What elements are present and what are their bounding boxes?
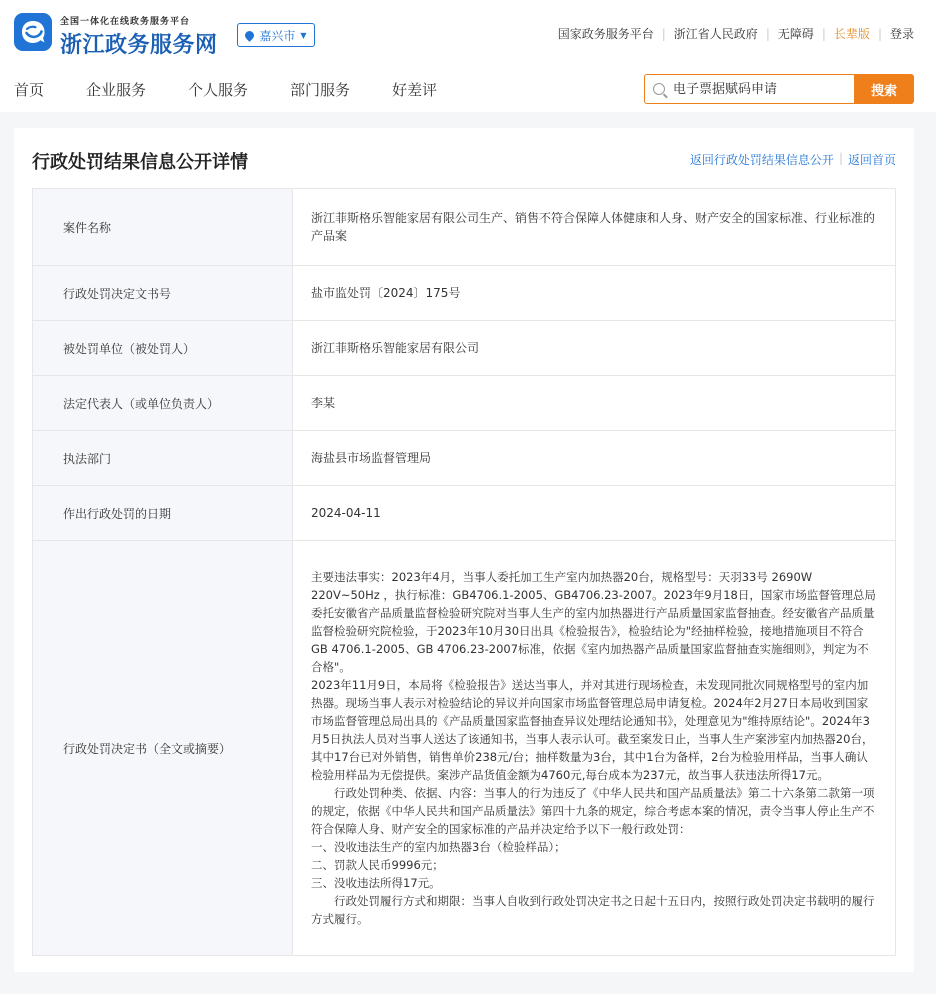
table-row — [33, 431, 896, 486]
link-national-platform[interactable]: 国家政务服务平台 — [557, 27, 654, 41]
nav-review[interactable]: 好差评 — [392, 81, 438, 99]
field-label: 行政处罚决定书（全文或摘要） — [33, 541, 293, 956]
city-selector[interactable] — [237, 23, 315, 47]
link-province-gov[interactable]: 浙江省人民政府 — [673, 27, 758, 41]
decision-paragraph: 行政处罚履行方式和期限：当事人自收到行政处罚决定书之日起十五日内，按照行政处罚决定书载明的履行方式履行。 — [311, 894, 875, 926]
table-row — [33, 541, 896, 956]
field-value-decision — [293, 541, 896, 956]
field-label: 执法部门 — [33, 431, 293, 486]
decision-paragraph: 主要违法事实：2023年4月，当事人委托加工生产室内加热器20台，规格型号：天羽33号 2690W 220V~50Hz ，执行标准：GB4706.1-2005、GB4706.23-2007。2023年9月18日，国家市场监督管理总局委托安徽省产品质量监督检验研究院对当事人生产的室内加热器进行产品质量国家监督抽查。经安徽省产品质量监督检验研究院检验，于2023年10月30日出具《检验报告》，检验结论为"经抽样检验，接地措施项目不符合GB 4706.1-2005、GB 4706.23-2007标准，依据《室内加热器产品质量国家监督抽查实施细则》，判定为不合格"。 — [311, 570, 876, 674]
field-value-department: 海盐县市场监督管理局 — [293, 431, 896, 486]
decision-paragraph: 行政处罚种类、依据、内容：当事人的行为违反了《中华人民共和国产品质量法》第二十六条第二款第一项的规定，依据《中华人民共和国产品质量法》第四十九条的规定，综合考虑本案的情况，责令当事人停止生产不符合保障人身、财产安全的国家标准的产品并决定给予以下一般行政处罚： — [311, 786, 875, 836]
table-row — [33, 266, 896, 321]
decision-paragraph: 三、没收违法所得17元。 — [311, 876, 441, 890]
content-card — [14, 128, 914, 972]
location-pin-icon — [244, 29, 257, 42]
field-label: 作出行政处罚的日期 — [33, 486, 293, 541]
table-row — [33, 189, 896, 266]
logo-subtitle: 全国一体化在线政务服务平台 — [60, 17, 191, 27]
link-back-list[interactable]: 返回行政处罚结果信息公开 — [689, 153, 834, 167]
decision-paragraph: 一、没收违法生产的室内加热器3台（检验样品）； — [311, 840, 566, 854]
divider: | — [838, 151, 843, 165]
main-nav — [14, 79, 479, 100]
breadcrumb — [690, 151, 896, 168]
table-row — [33, 486, 896, 541]
caret-down-icon: ▼ — [300, 30, 307, 40]
decision-paragraph: 二、罚款人民币9996元； — [311, 858, 444, 872]
field-value-doc-no: 盐市监处罚〔2024〕175号 — [293, 266, 896, 321]
search-button[interactable]: 搜索 — [854, 74, 914, 104]
decision-paragraph: 2023年11月9日，本局将《检验报告》送达当事人，并对其进行现场检查，未发现同批次同规格型号的室内加热器。现场当事人表示对检验结论的异议并向国家市场监督管理总局申请复检。2024年2月27日本局收到国家市场监督管理总局出具的《产品质量国家监督抽查异议处理结论通知书》，处理意见为"维持原结论"。2024年3月5日执法人员对当事人送达了该通知书，当事人表示认可。截至案发日止，当事人生产案涉室内加热器20台，其中17台已对外销售，销售单价238元/台；抽样数量为3台，其中1台为备样，2台为检验用样品，当事人确认检验用样品为无偿提供。案涉产品货值金额为4760元,每台成本为237元，故当事人获违法所得17元。 — [311, 678, 874, 782]
search-input[interactable] — [673, 82, 843, 97]
field-label: 法定代表人（或单位负责人） — [33, 376, 293, 431]
field-value-party: 浙江菲斯格乐智能家居有限公司 — [293, 321, 896, 376]
nav-department[interactable]: 部门服务 — [290, 81, 351, 99]
nav-home[interactable]: 首页 — [14, 81, 45, 99]
divider: | — [821, 26, 826, 41]
field-label: 案件名称 — [33, 189, 293, 266]
link-accessibility[interactable]: 无障碍 — [777, 27, 814, 41]
field-label: 行政处罚决定文书号 — [33, 266, 293, 321]
field-value-date: 2024-04-11 — [293, 486, 896, 541]
divider: | — [765, 26, 770, 41]
divider: | — [877, 26, 882, 41]
link-login[interactable]: 登录 — [889, 27, 914, 41]
detail-table — [32, 188, 896, 956]
nav-personal[interactable]: 个人服务 — [188, 81, 249, 99]
link-elder-version[interactable]: 长辈版 — [833, 27, 870, 41]
search-icon — [653, 83, 665, 95]
link-back-home[interactable]: 返回首页 — [847, 153, 896, 167]
table-row — [33, 376, 896, 431]
search-box — [644, 74, 854, 104]
field-label: 被处罚单位（被处罚人） — [33, 321, 293, 376]
logo-title[interactable]: 浙江政务服务网 — [60, 32, 218, 58]
site-header — [0, 0, 936, 112]
top-links — [558, 25, 914, 42]
city-label: 嘉兴市 — [259, 28, 296, 43]
logo-icon[interactable] — [14, 13, 52, 51]
table-row — [33, 321, 896, 376]
field-value-case-name: 浙江菲斯格乐智能家居有限公司生产、销售不符合保障人体健康和人身、财产安全的国家标准、行业标准的产品案 — [293, 189, 896, 266]
divider: | — [661, 26, 666, 41]
search-bar — [644, 74, 914, 104]
nav-enterprise[interactable]: 企业服务 — [86, 81, 147, 99]
page-title: 行政处罚结果信息公开详情 — [32, 152, 248, 173]
field-value-representative: 李某 — [293, 376, 896, 431]
